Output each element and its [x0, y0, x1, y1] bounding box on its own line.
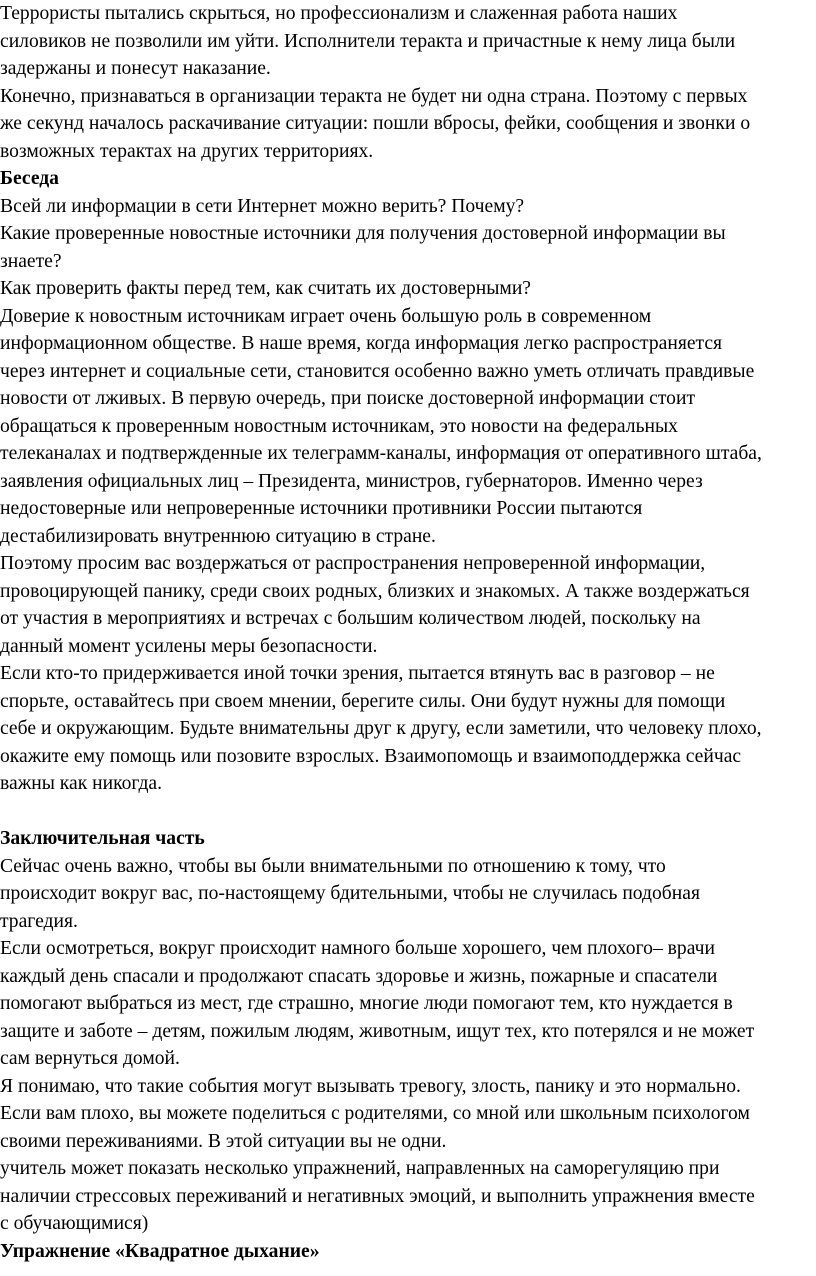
section-heading	[0, 1238, 816, 1266]
text-line: Поэтому просим вас воздержаться от распространения непроверенной информации,	[0, 553, 706, 574]
text-line: Если кто-то придерживается иной точки зрения, пытается втянуть вас в разговор – не	[0, 663, 715, 684]
text-line: данный момент усилены меры безопасности.	[0, 635, 378, 657]
section-heading	[0, 825, 816, 853]
text-line: дестабилизировать внутреннюю ситуацию в стране.	[0, 525, 436, 547]
text-line: провоцирующей панику, среди своих родных, близких и знакомых. А также воздержаться	[0, 580, 750, 602]
text-line: заявления официальных лиц – Президента, министров, губернаторов. Именно через	[0, 470, 703, 492]
text-line: Конечно, признаваться в организации теракта не будет ни одна страна. Поэтому с первых	[0, 85, 748, 107]
text-line: новости от лживых. В первую очередь, при поиске достоверной информации стоит	[0, 388, 696, 409]
paragraph	[0, 935, 816, 1073]
blank-line	[0, 798, 816, 826]
text-line: спорьте, оставайтесь при своем мнении, берегите силы. Они будут нужны для помощи	[0, 690, 726, 712]
text-line: Доверие к новостным источникам играет очень большую роль в современном	[0, 305, 652, 327]
text-line: задержаны и понесут наказание.	[0, 58, 271, 79]
section-heading	[0, 165, 816, 193]
text-line: важны как никогда.	[0, 773, 163, 794]
paragraph	[0, 660, 816, 798]
text-line: с обучающимися)	[0, 1213, 149, 1234]
text-line: же секунд началось раскачивание ситуации: пошли вбросы, фейки, сообщения и звонки о	[0, 113, 751, 134]
text-line: учитель может показать несколько упражнений, направленных на саморегуляцию при	[0, 1158, 720, 1179]
text-line: Сейчас очень важно, чтобы вы были внимательными по отношению к тому, что	[0, 855, 666, 877]
text-line: трагедия.	[0, 910, 78, 932]
text-line: возможных терактах на других территориях.	[0, 140, 374, 162]
text-line: Если вам плохо, вы можете поделиться с родителями, со мной или школьным психологом	[0, 1103, 750, 1124]
text-line: наличии стрессовых переживаний и негативных эмоций, и выполнить упражнения вместе	[0, 1185, 755, 1207]
text-line: Беседа	[0, 168, 59, 189]
text-line: Как проверить факты перед тем, как считать их достоверными?	[0, 278, 532, 299]
text-line: Я понимаю, что такие события могут вызывать тревогу, злость, панику и это нормально.	[0, 1075, 741, 1097]
text-line: знаете?	[0, 250, 62, 272]
paragraph	[0, 220, 816, 275]
paragraph	[0, 83, 816, 166]
text-line: через интернет и социальные сети, становится особенно важно уметь отличать правдивые	[0, 360, 755, 382]
text-line: Всей ли информации в сети Интернет можно верить? Почему?	[0, 195, 525, 217]
text-line: Террористы пытались скрыться, но профессионализм и слаженная работа наших	[0, 3, 678, 24]
text-line: информационном обществе. В наше время, когда информация легко распространяется	[0, 333, 723, 354]
text-line: телеканалах и подтвержденные их телеграмм-каналы, информация от оперативного штаба,	[0, 443, 762, 464]
paragraph	[0, 303, 816, 551]
paragraph	[0, 0, 816, 83]
paragraph	[0, 853, 816, 936]
text-line: происходит вокруг вас, по-настоящему бдительными, чтобы не случилась подобная	[0, 883, 700, 904]
text-line: каждый день спасали и продолжают спасать здоровье и жизнь, пожарные и спасатели	[0, 965, 718, 987]
text-line: себе и окружающим. Будьте внимательны друг к другу, если заметили, что человеку плохо,	[0, 718, 762, 739]
text-line: помогают выбраться из мест, где страшно, многие люди помогают тем, кто нуждается в	[0, 993, 733, 1014]
text-line: недостоверные или непроверенные источники противники России пытаются	[0, 498, 643, 519]
paragraph	[0, 193, 816, 221]
text-line: Какие проверенные новостные источники для получения достоверной информации вы	[0, 223, 726, 244]
text-line: обращаться к проверенным новостным источникам, это новости на федеральных	[0, 415, 678, 437]
text-line: защите и заботе – детям, пожилым людям, животным, ищут тех, кто потерялся и не может	[0, 1020, 755, 1042]
text-line: Заключительная часть	[0, 828, 205, 849]
text-line: окажите ему помощь или позовите взрослых. Взаимопомощь и взаимоподдержка сейчас	[0, 745, 742, 767]
paragraph	[0, 275, 816, 303]
text-line: сам вернуться домой.	[0, 1048, 180, 1069]
paragraph	[0, 550, 816, 660]
paragraph	[0, 1073, 816, 1156]
text-line: Упражнение «Квадратное дыхание»	[0, 1240, 320, 1262]
paragraph	[0, 1155, 816, 1238]
text-line: силовиков не позволили им уйти. Исполнители теракта и причастные к нему лица были	[0, 30, 736, 52]
text-line: своими переживаниями. В этой ситуации вы не одни.	[0, 1130, 447, 1152]
text-line: Если осмотреться, вокруг происходит намного больше хорошего, чем плохого– врачи	[0, 938, 715, 959]
text-line: от участия в мероприятиях и встречах с большим количеством людей, поскольку на	[0, 608, 701, 629]
